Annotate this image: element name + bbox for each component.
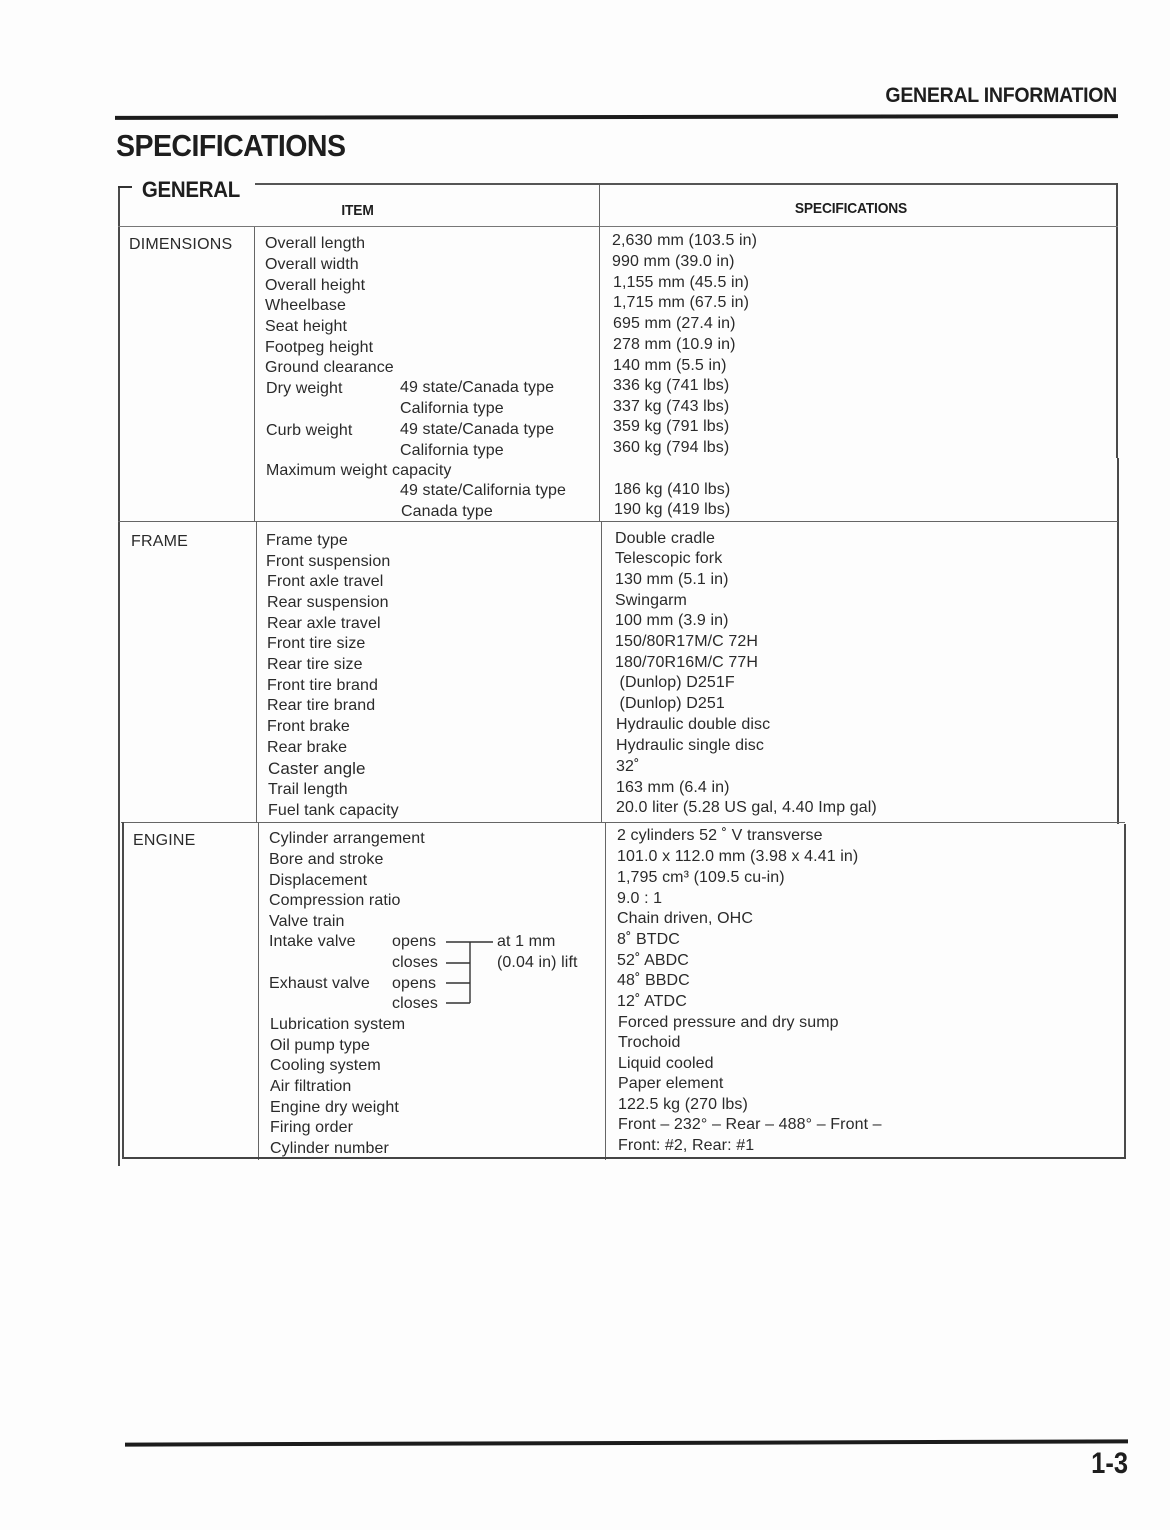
category-frame: FRAME xyxy=(131,533,188,550)
footer-rule xyxy=(125,1439,1128,1446)
item-label: Bore and stroke xyxy=(269,851,384,868)
spec-value: 180/70R16M/C 77H xyxy=(615,654,759,671)
item-label: Footpeg height xyxy=(265,339,374,356)
running-head: GENERAL INFORMATION xyxy=(885,84,1117,107)
item-sublabel: California type xyxy=(400,400,504,417)
spec-value: 2 cylinders 52 ˚ V transverse xyxy=(617,827,823,844)
column-divider-category xyxy=(254,227,255,522)
item-label: Cylinder number xyxy=(270,1140,389,1157)
item-label: Trail length xyxy=(268,781,348,798)
item-label: Front brake xyxy=(267,718,350,735)
spec-value: Trochoid xyxy=(618,1034,681,1051)
item-label: Compression ratio xyxy=(269,892,401,909)
spec-value: Hydraulic double disc xyxy=(616,716,771,733)
item-label: Dry weight xyxy=(266,380,343,397)
column-divider-spec-engine xyxy=(605,822,606,1160)
spec-value: 1,155 mm (45.5 in) xyxy=(613,274,750,291)
category-engine: ENGINE xyxy=(133,832,196,849)
spec-value: 990 mm (39.0 in) xyxy=(612,253,735,270)
item-label: Firing order xyxy=(270,1119,354,1136)
item-label: Maximum weight capacity xyxy=(266,462,452,479)
item-label: Curb weight xyxy=(266,422,353,439)
valve-timing-note: at 1 mm xyxy=(497,933,556,950)
item-label: Front tire brand xyxy=(267,677,378,694)
column-divider-category-engine xyxy=(258,822,259,1160)
table-left-border xyxy=(118,186,120,1166)
item-sublabel: opens xyxy=(392,975,437,992)
column-header-item: ITEM xyxy=(341,202,374,219)
item-label: Valve train xyxy=(269,913,345,930)
item-label: Front axle travel xyxy=(267,573,384,590)
spec-value: Paper element xyxy=(618,1075,724,1092)
group-divider-frame xyxy=(118,521,1118,522)
column-divider-spec xyxy=(599,185,600,522)
item-sublabel: 49 state/California type xyxy=(400,482,567,499)
section-label-general: GENERAL xyxy=(140,177,246,203)
spec-value: Double cradle xyxy=(615,530,716,547)
spec-value: 278 mm (10.9 in) xyxy=(613,336,736,353)
header-rule xyxy=(115,114,1118,120)
group-divider-engine xyxy=(121,822,1125,823)
valve-timing-note: (0.04 in) lift xyxy=(497,954,578,971)
item-label: Frame type xyxy=(266,532,348,549)
spec-value: 32˚ xyxy=(616,758,640,775)
spec-value: 190 kg (419 lbs) xyxy=(614,501,731,518)
spec-value: 1,715 mm (67.5 in) xyxy=(613,294,750,311)
table-right-border xyxy=(1116,183,1118,458)
item-sublabel: closes xyxy=(392,954,438,971)
spec-value: 150/80R17M/C 72H xyxy=(615,633,759,650)
spec-value: 100 mm (3.9 in) xyxy=(615,612,729,629)
spec-value: Front – 232° – Rear – 488° – Front – xyxy=(618,1116,882,1133)
label-corner-tick xyxy=(118,186,132,188)
spec-value: Chain driven, OHC xyxy=(617,910,753,927)
item-sublabel: opens xyxy=(392,933,437,950)
valve-timing-bracket-icon xyxy=(443,934,503,1014)
item-sublabel: closes xyxy=(392,995,438,1012)
spec-value: Swingarm xyxy=(615,592,687,609)
column-divider-spec-frame xyxy=(601,522,602,822)
spec-value: 101.0 x 112.0 mm (3.98 x 4.41 in) xyxy=(617,848,859,865)
spec-value: 186 kg (410 lbs) xyxy=(614,481,731,498)
spec-value: 48˚ BBDC xyxy=(617,972,690,989)
item-label: Ground clearance xyxy=(265,359,394,376)
item-label: Caster angle xyxy=(268,759,366,778)
item-sublabel: 49 state/Canada type xyxy=(400,379,555,396)
column-divider-category-frame xyxy=(256,522,257,822)
item-label: Rear axle travel xyxy=(267,615,381,632)
item-label: Wheelbase xyxy=(265,297,346,314)
spec-value: 52˚ ABDC xyxy=(617,952,689,969)
spec-value: Telescopic fork xyxy=(615,550,723,567)
spec-value: 12˚ ATDC xyxy=(617,993,687,1010)
spec-value: 8˚ BTDC xyxy=(617,931,680,948)
spec-value: 360 kg (794 lbs) xyxy=(613,439,730,456)
item-label: Cooling system xyxy=(270,1057,381,1074)
item-label: Cylinder arrangement xyxy=(269,830,425,847)
spec-value: 695 mm (27.4 in) xyxy=(613,315,736,332)
item-label: Overall length xyxy=(265,235,366,252)
page-number: 1-3 xyxy=(1091,1447,1128,1480)
spec-value: (Dunlop) D251 xyxy=(615,695,725,712)
spec-value: 9.0 : 1 xyxy=(617,890,663,907)
spec-value: 359 kg (791 lbs) xyxy=(613,418,730,435)
item-label: Rear suspension xyxy=(267,594,389,611)
spec-value: 122.5 kg (270 lbs) xyxy=(618,1096,748,1113)
item-sublabel: California type xyxy=(400,442,504,459)
spec-value: 163 mm (6.4 in) xyxy=(616,779,730,796)
item-label: Rear tire brand xyxy=(267,697,376,714)
category-dimensions: DIMENSIONS xyxy=(129,236,233,253)
item-label: Overall height xyxy=(265,277,366,294)
spec-value: 336 kg (741 lbs) xyxy=(613,377,730,394)
spec-value: 337 kg (743 lbs) xyxy=(613,398,730,415)
column-header-specifications: SPECIFICATIONS xyxy=(794,200,908,217)
item-label: Front tire size xyxy=(267,635,366,652)
spec-value: Liquid cooled xyxy=(618,1055,714,1072)
item-label: Air filtration xyxy=(270,1078,352,1095)
spec-value: 20.0 liter (5.28 US gal, 4.40 Imp gal) xyxy=(616,799,877,816)
table-right-border-lower xyxy=(1117,458,1119,824)
spec-value: Hydraulic single disc xyxy=(616,737,764,754)
spec-value: 2,630 mm (103.5 in) xyxy=(612,232,758,249)
item-label: Displacement xyxy=(269,872,368,889)
item-label: Front suspension xyxy=(266,553,391,570)
item-label: Seat height xyxy=(265,318,348,335)
item-label: Intake valve xyxy=(269,933,356,950)
spec-value: Front: #2, Rear: #1 xyxy=(618,1137,755,1154)
item-label: Oil pump type xyxy=(270,1037,371,1054)
spec-value: (Dunlop) D251F xyxy=(615,674,735,691)
item-label: Engine dry weight xyxy=(270,1099,399,1116)
item-sublabel: 49 state/Canada type xyxy=(400,421,555,438)
spec-value: 140 mm (5.5 in) xyxy=(613,357,727,374)
item-label: Rear brake xyxy=(267,739,348,756)
item-label: Overall width xyxy=(265,256,359,273)
item-sublabel: Canada type xyxy=(401,503,493,520)
page-title: SPECIFICATIONS xyxy=(116,128,346,163)
spec-value: 1,795 cm³ (109.5 cu-in) xyxy=(617,869,785,886)
item-label: Exhaust valve xyxy=(269,975,370,992)
table-left-border-lower xyxy=(122,822,124,1159)
spec-value: Forced pressure and dry sump xyxy=(618,1014,839,1031)
item-label: Fuel tank capacity xyxy=(268,802,399,819)
spec-value: 130 mm (5.1 in) xyxy=(615,571,729,588)
table-right-border-bottom xyxy=(1124,824,1126,1158)
table-top-border xyxy=(255,183,1117,185)
item-label: Lubrication system xyxy=(270,1016,406,1033)
header-row-divider xyxy=(118,226,1118,227)
item-label: Rear tire size xyxy=(267,656,363,673)
